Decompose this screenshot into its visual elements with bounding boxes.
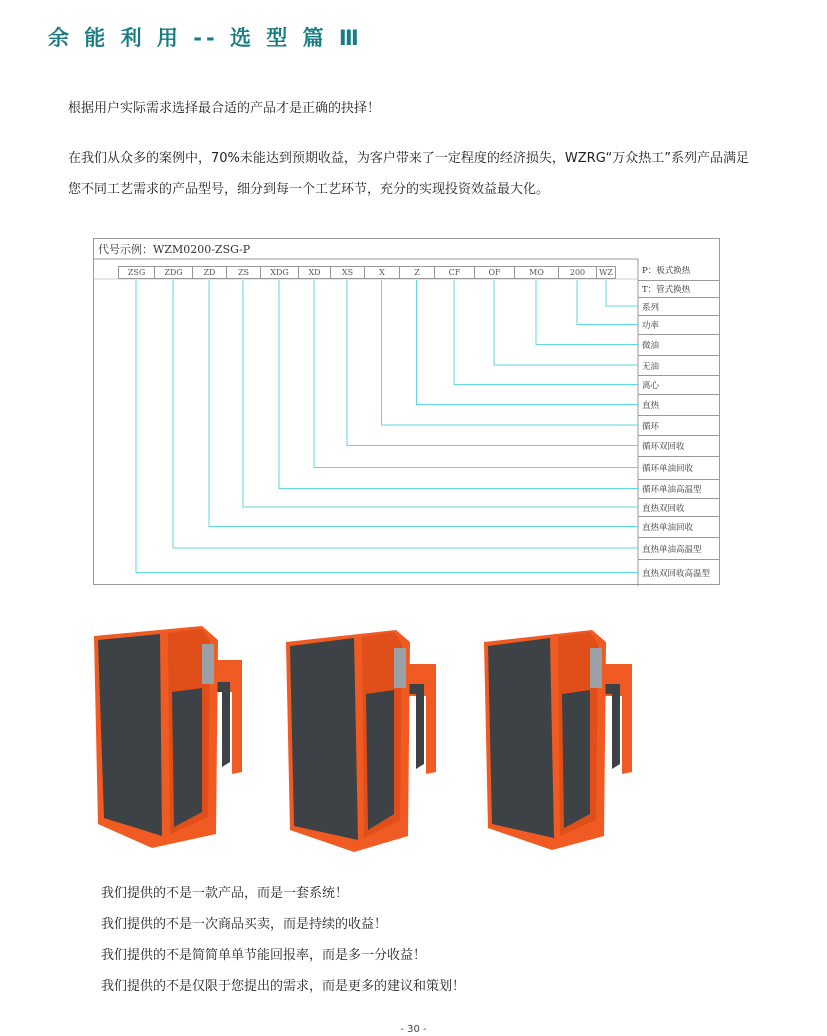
slogan-4: 我们提供的不是仅限于您提出的需求，而是更多的建议和策划！ (101, 979, 466, 994)
connector-200 (577, 280, 638, 325)
page-title: 余 能 利 用 -- 选 型 篇 Ⅲ (48, 26, 363, 50)
code-of: OF (474, 266, 514, 279)
label-7: 离心 (638, 375, 720, 394)
intro-line-2: 在我们从众多的案例中，70%未能达到预期收益，为客户带来了一定程度的经济损失，WZRG“万众热工”系列产品满足 (68, 151, 749, 166)
label-5: 微油 (638, 334, 720, 355)
label-8: 直热 (638, 394, 720, 415)
code-z: Z (399, 266, 434, 279)
connector-z (417, 280, 639, 405)
connector-xs (347, 280, 638, 446)
label-16: 直热双回收高温型 (638, 559, 720, 586)
slogan-1: 我们提供的不是一款产品，而是一套系统！ (101, 886, 349, 901)
label-10: 循环双回收 (638, 435, 720, 456)
connector-zs (243, 280, 638, 507)
diagram-title: 代号示例：WZM0200-ZSG-P (98, 243, 251, 256)
code-xdg: XDG (260, 266, 298, 279)
label-14: 直热单油回收 (638, 516, 720, 537)
connector-xd (314, 280, 638, 468)
label-1: P：板式换热 (642, 265, 691, 276)
cabinet-image-3 (482, 622, 642, 857)
label-13: 直热双回收 (638, 498, 720, 516)
code-200: 200 (558, 266, 596, 279)
label-3: 系列 (638, 297, 720, 315)
connector-mo (536, 280, 638, 345)
page-number: - 30 - (400, 1024, 427, 1035)
code-xs: XS (330, 266, 364, 279)
label-15: 直热单油高温型 (638, 537, 720, 559)
code-x: X (364, 266, 399, 279)
code-row (118, 266, 616, 280)
model-code-diagram (93, 238, 720, 585)
label-2: T：管式换热 (638, 280, 720, 297)
cabinet-image-2 (284, 622, 444, 857)
code-wz: WZ (596, 266, 616, 279)
code-mo: MO (514, 266, 558, 279)
slogan-3: 我们提供的不是简简单单节能回报率，而是多一分收益！ (101, 948, 427, 963)
code-cf: CF (434, 266, 474, 279)
cabinet-image-1 (90, 622, 250, 857)
slogan-2: 我们提供的不是一次商品买卖，而是持续的收益！ (101, 917, 388, 932)
label-12: 循环单油高温型 (638, 479, 720, 498)
intro-line-3: 您不同工艺需求的产品型号，细分到每一个工艺环节，充分的实现投资效益最大化。 (68, 182, 550, 197)
connector-lines (94, 239, 721, 586)
label-9: 循环 (638, 415, 720, 435)
connector-zd (209, 280, 638, 527)
connector-x (382, 280, 639, 425)
label-11: 循环单油回收 (638, 456, 720, 479)
connector-of (494, 280, 638, 365)
code-zd: ZD (192, 266, 226, 279)
code-zs: ZS (226, 266, 260, 279)
label-6: 无油 (638, 355, 720, 375)
connector-zsg (136, 280, 638, 573)
code-zdg: ZDG (154, 266, 192, 279)
connector-wz (606, 280, 638, 306)
code-zsg: ZSG (118, 266, 154, 279)
connector-cf (454, 280, 638, 385)
product-photos (90, 622, 650, 857)
label-4: 功率 (638, 315, 720, 334)
code-xd: XD (298, 266, 330, 279)
intro-line-1: 根据用户实际需求选择最合适的产品才是正确的抉择！ (68, 101, 381, 116)
